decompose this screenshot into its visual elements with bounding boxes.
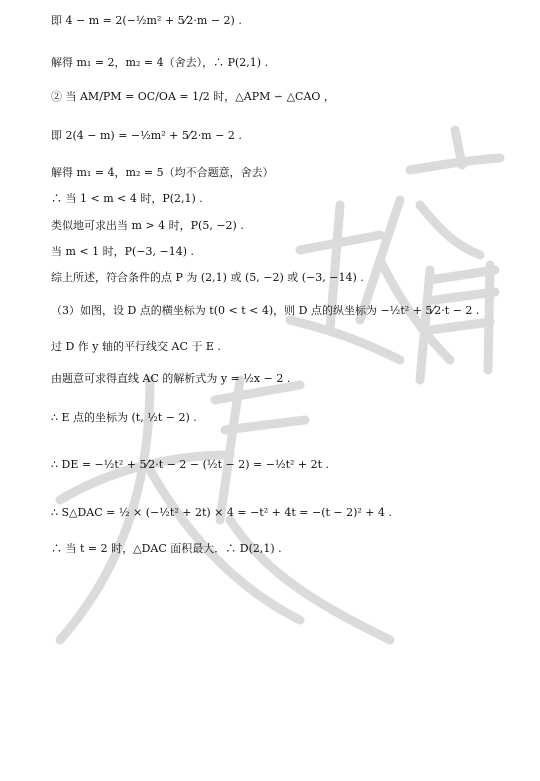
solution-line: ∴ 当 1 < m < 4 时，P(2,1) .	[51, 192, 203, 205]
solution-line: 即 4 − m = 2(−½m² + 5⁄2·m − 2) .	[51, 14, 242, 27]
solution-line: 过 D 作 y 轴的平行线交 AC 于 E .	[51, 340, 221, 353]
solution-line: 解得 m₁ = 4，m₂ = 5（均不合题意，舍去）	[51, 166, 274, 179]
solution-line: 即 2(4 − m) = −½m² + 5⁄2·m − 2 .	[51, 129, 242, 142]
solution-line: （3）如图，设 D 点的横坐标为 t(0 < t < 4)，则 D 点的纵坐标为 −½t² + 5⁄2·t − 2 .	[51, 304, 480, 317]
solution-line: ∴ 当 t = 2 时，△DAC 面积最大．∴ D(2,1) .	[51, 542, 282, 555]
solution-line: ∴ E 点的坐标为 (t, ½t − 2) .	[51, 411, 197, 424]
solution-line: ∴ DE = −½t² + 5⁄2·t − 2 − (½t − 2) = −½t² + 2t .	[51, 458, 330, 471]
solution-line: 解得 m₁ = 2，m₂ = 4（舍去），∴ P(2,1) .	[51, 56, 269, 69]
solution-line: ∴ S△DAC = ½ × (−½t² + 2t) × 4 = −t² + 4t = −(t − 2)² + 4 .	[51, 506, 393, 519]
solution-line: 类似地可求出当 m > 4 时，P(5, −2) .	[51, 219, 244, 232]
solution-line: 由题意可求得直线 AC 的解析式为 y = ½x − 2 .	[51, 372, 291, 385]
solution-line: 综上所述，符合条件的点 P 为 (2,1) 或 (5, −2) 或 (−3, −14) .	[51, 271, 364, 284]
solution-line: 当 m < 1 时，P(−3, −14) .	[51, 245, 195, 258]
solution-line: ② 当 AM/PM = OC/OA = 1/2 时，△APM ∽ △CAO ，	[51, 90, 335, 103]
